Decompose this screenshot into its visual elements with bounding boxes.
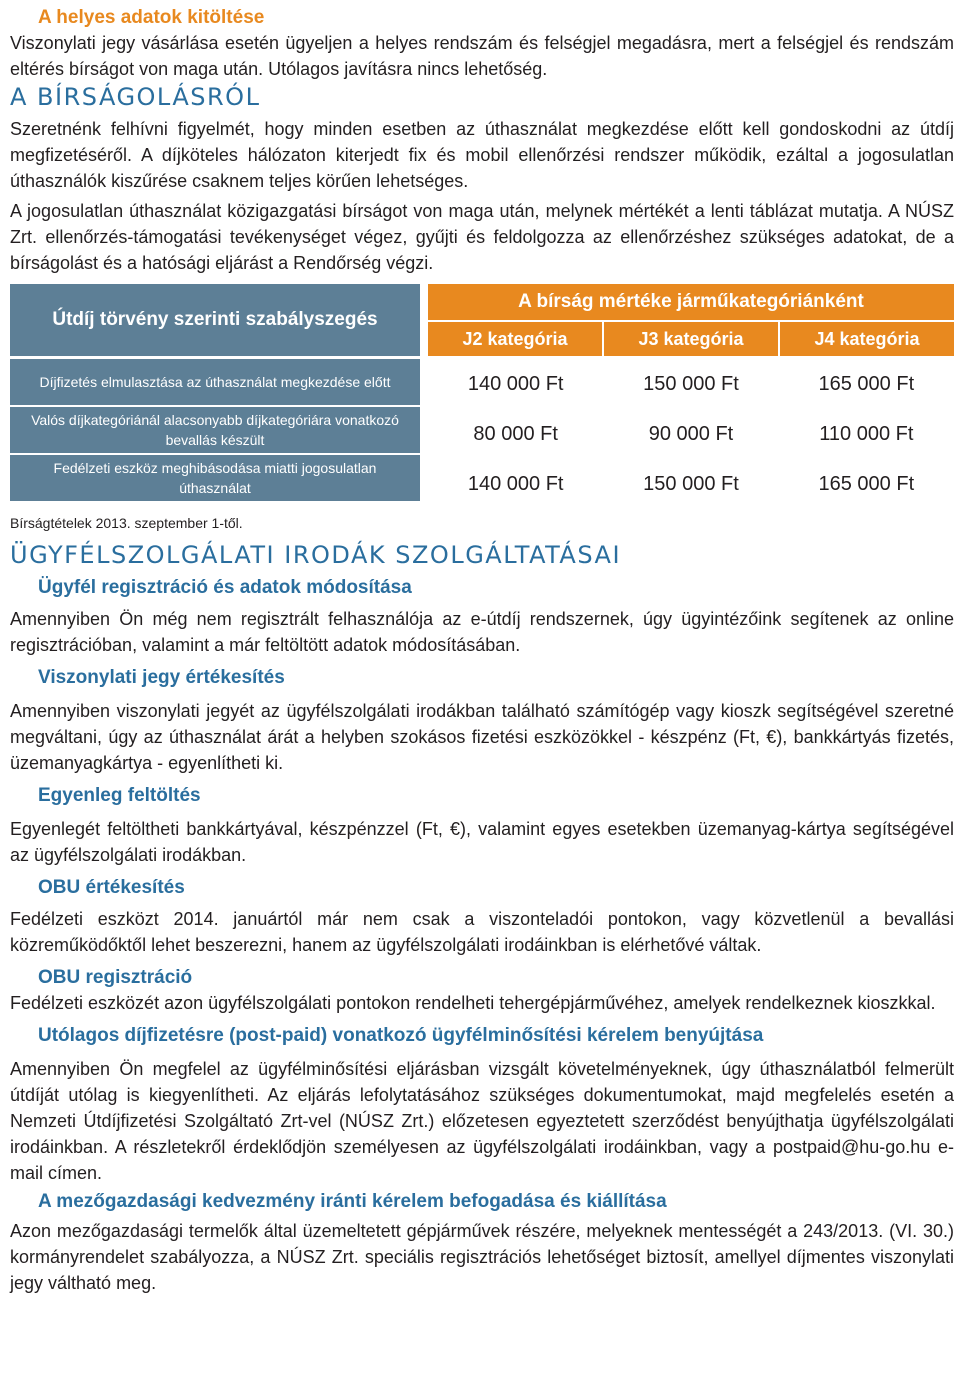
category-header: J2 kategória bbox=[428, 322, 602, 356]
section-title-fines: A BÍRSÁGOLÁSRÓL bbox=[10, 83, 261, 111]
service-text: Egyenlegét feltöltheti bankkártyával, készpénzzel (Ft, €), valamint egyes esetekben üzemanyag-kártya segítségével az ügyfélszolgálati irodákban. bbox=[10, 819, 954, 865]
category-header: J3 kategória bbox=[604, 322, 778, 356]
fine-amount-header: A bírság mértéke járműkategóriánként bbox=[428, 284, 954, 322]
fine-value: 165 000 Ft bbox=[818, 472, 915, 495]
service-title: Viszonylati jegy értékesítés bbox=[38, 667, 285, 688]
service-title: A mezőgazdasági kedvezmény iránti kérelem befogadása és kiállítása bbox=[38, 1191, 667, 1212]
section-title-services: ÜGYFÉLSZOLGÁLATI IRODÁK SZOLGÁLTATÁSAI bbox=[10, 541, 622, 569]
section-title-correct-data: A helyes adatok kitöltése bbox=[38, 7, 265, 28]
fine-value: 165 000 Ft bbox=[818, 372, 915, 395]
category-header: J4 kategória bbox=[780, 322, 954, 356]
violation-row: Díjfizetés elmulasztása az úthasználat megkezdése előtt bbox=[10, 359, 420, 407]
fine-value: 90 000 Ft bbox=[648, 422, 734, 445]
fine-row bbox=[428, 409, 954, 459]
fine-row bbox=[428, 359, 954, 409]
service-text: Fedélzeti eszközét azon ügyfélszolgálati pontokon rendelheti tehergépjárművéhez, amelyek rendelkeznek kioszkkal. bbox=[10, 993, 936, 1013]
fine-value: 140 000 Ft bbox=[467, 372, 564, 395]
fines-paragraph-2: A jogosulatlan úthasználat közigazgatási bírságot von maga után, melynek mértékét a lenti táblázat mutatja. A NÚSZ Zrt. ellenőrzés-támogatási tevékenységet végez, gyűjti és feldolgozza az ellenőrzéshez szükséges adatokat, de a bírságolást és a hatósági eljárást a Rendőrség végzi. bbox=[10, 201, 954, 273]
service-title: Utólagos díjfizetésre (post-paid) vonatkozó ügyfélminősítési kérelem benyújtása bbox=[38, 1025, 764, 1046]
service-text: Amennyiben viszonylati jegyét az ügyfélszolgálati irodákban található számítógép vagy kioszk segítségével szeretné megváltani, úgy az úthasználat árát a helyben szokásos fizetési eszközökkel - készpénz (Ft, €), bankkártyás fizetés, üzemanyagkártya - egyenlítheti ki. bbox=[10, 701, 954, 773]
service-text: Amennyiben Ön megfelel az ügyfélminősítési eljárásban vizsgált követelményeknek, úgy úthasználatból felmerült útdíját utólag is kiegyenlítheti. Az eljárás lefolytatásához szükséges dokumentumokat, majd megfelelés esetén a Nemzeti Útdíjfizetési Szolgáltató Zrt-vel (NÚSZ Zrt.) előzetesen egyeztetett szerződést benyújthatja ügyfélszolgálati irodáinkban. A részletekről érdeklődjön személyesen az ügyfélszolgálati irodáinkban, vagy a postpaid@hu-go.hu e-mail címen. bbox=[10, 1059, 954, 1183]
section-text-correct-data: Viszonylati jegy vásárlása esetén ügyeljen a helyes rendszám és felségjel megadásra, mert a felségjel és rendszám eltérés bírságot von maga után. Utólagos javításra nincs lehetőség. bbox=[10, 33, 954, 79]
table-note: Bírságtételek 2013. szeptember 1-től. bbox=[10, 515, 243, 531]
violation-row: Valós díjkategóriánál alacsonyabb díjkategóriára vonatkozó bevallás készült bbox=[10, 407, 420, 455]
service-title: OBU regisztráció bbox=[38, 967, 193, 988]
fine-value: 110 000 Ft bbox=[819, 422, 914, 445]
fine-value: 80 000 Ft bbox=[473, 422, 558, 445]
service-title: OBU értékesítés bbox=[38, 877, 185, 898]
service-text: Fedélzeti eszközt 2014. januártól már nem csak a viszonteladói pontokon, vagy közvetlenül a bevallási közreműködőktől lehet beszerezni, hanem az ügyfélszolgálati irodáinkban is elérhetővé váltak. bbox=[10, 909, 954, 955]
fine-value: 150 000 Ft bbox=[643, 372, 739, 395]
fines-table bbox=[10, 284, 954, 508]
service-title: Egyenleg feltöltés bbox=[38, 785, 201, 806]
service-text: Azon mezőgazdasági termelők által üzemeltetett gépjárművek részére, melyeknek mentességét a 243/2013. (VI. 30.) kormányrendelet szabályozza, a NÚSZ Zrt. speciális regisztrációs lehetőséget biztosít, amellyel díjmentes viszonylati jegy váltható meg. bbox=[10, 1221, 954, 1293]
service-text: Amennyiben Ön még nem regisztrált felhasználója az e-útdíj rendszernek, úgy ügyintézőink segítenek az online regisztrációban, valamint a már feltöltött adatok módosításában. bbox=[10, 609, 954, 655]
fine-value: 150 000 Ft bbox=[643, 472, 739, 495]
violation-header: Útdíj törvény szerinti szabályszegés bbox=[10, 284, 420, 359]
violation-row: Fedélzeti eszköz meghibásodása miatti jogosulatlan úthasználat bbox=[10, 455, 420, 503]
fines-paragraph-1: Szeretnénk felhívni figyelmét, hogy minden esetben az úthasználat megkezdése előtt kell gondoskodni az útdíj megfizetéséről. A díjköteles hálózaton kiterjedt fix és mobil ellenőrzési rendszer működik, ezáltal a jogosulatlan úthasználók kiszűrése csaknem teljes körűen lehetséges. bbox=[10, 119, 954, 191]
violation-column bbox=[10, 284, 420, 508]
fine-amount-columns bbox=[428, 284, 954, 508]
service-title: Ügyfél regisztráció és adatok módosítása bbox=[38, 577, 412, 598]
fine-row bbox=[428, 459, 954, 509]
category-header-row bbox=[428, 322, 954, 359]
fine-value: 140 000 Ft bbox=[467, 472, 564, 495]
document-page bbox=[10, 6, 954, 1296]
